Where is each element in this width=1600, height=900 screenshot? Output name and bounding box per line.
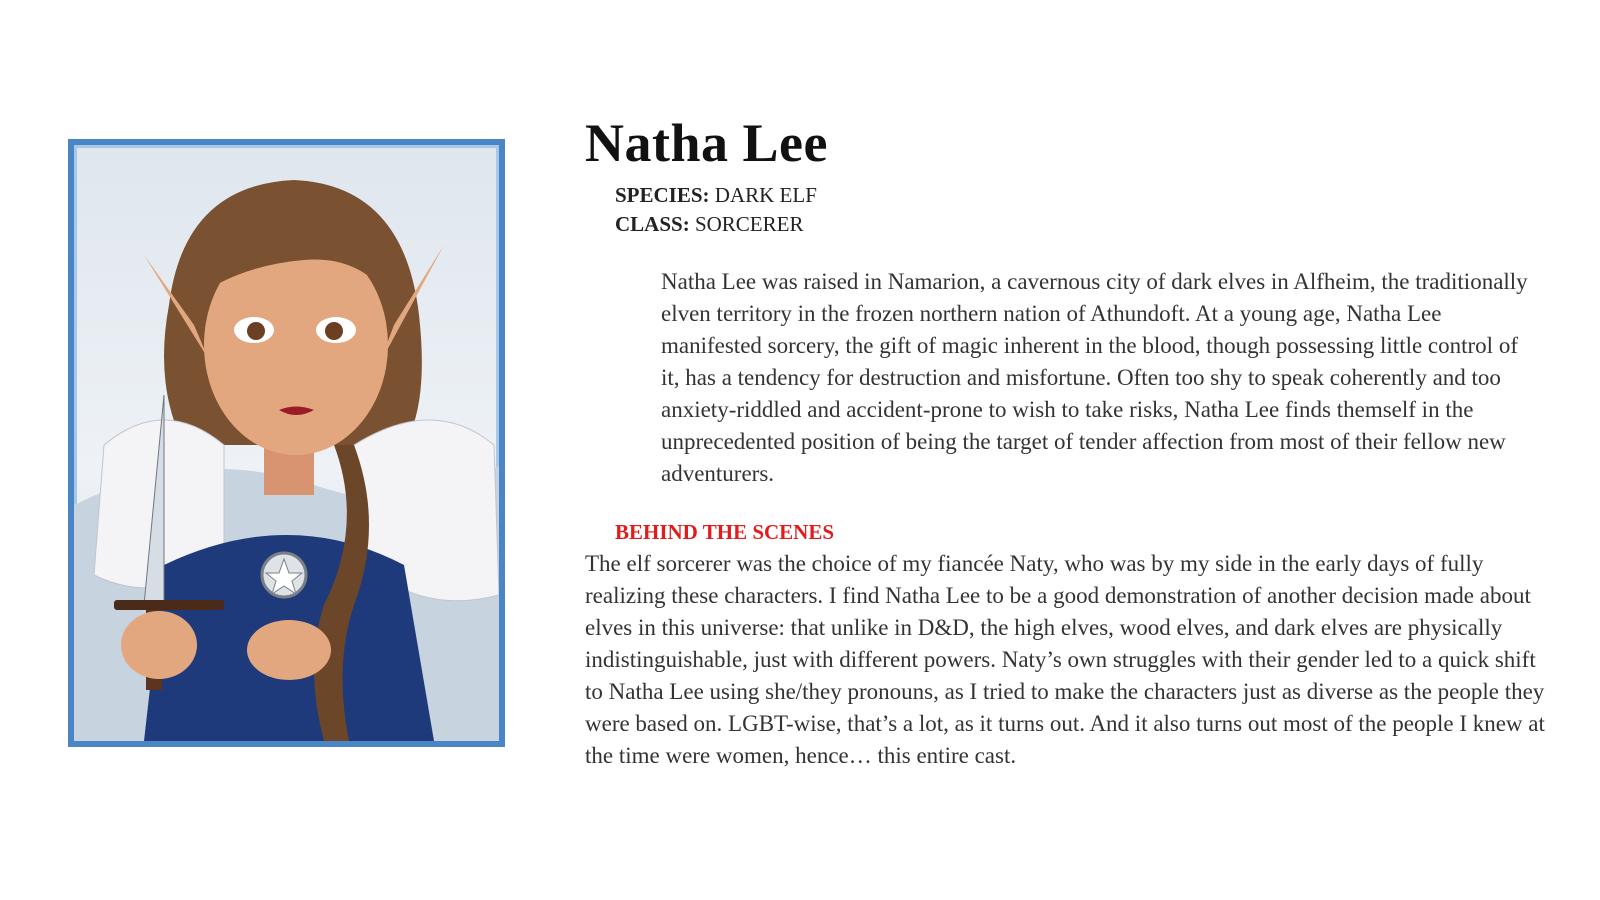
character-biography: Natha Lee was raised in Namarion, a cavernous city of dark elves in Alfheim, the traditionally elven territory in the frozen northern nation of Athundoft. At a young age, Natha Lee manifested sorcery, the gift of magic inherent in the blood, though possessing little control of it, has a tendency for destruction and misfortune. Often too shy to speak coherently and too anxiety-riddled and accident-prone to wish to take risks, Natha Lee finds themself in the unprecedented position of being the target of tender affection from most of their fellow new adventurers. bbox=[661, 269, 1528, 486]
iris-left bbox=[247, 322, 265, 340]
class-line bbox=[615, 212, 803, 237]
behind-the-scenes-heading: BEHIND THE SCENES bbox=[615, 520, 835, 544]
hand-right bbox=[247, 620, 331, 680]
character-portrait bbox=[68, 139, 505, 747]
character-name: Natha Lee bbox=[585, 113, 828, 173]
species-value: DARK ELF bbox=[714, 183, 817, 207]
class-value: SORCERER bbox=[694, 212, 804, 236]
portrait-illustration bbox=[74, 145, 499, 741]
species-line bbox=[615, 183, 817, 208]
behind-the-scenes-text: The elf sorcerer was the choice of my fiancée Naty, who was by my side in the early days of fully realizing these characters. I find Natha Lee to be a good demonstration of another decision made about elves in this universe: that unlike in D&D, the high elves, wood elves, and dark elves are physically indistinguishable, just with different powers. Naty’s own struggles with their gender led to a quick shift to Natha Lee using she/they pronouns, as I tried to make the characters just as diverse as the people they were based on. LGBT-wise, that’s a lot, as it turns out. And it also turns out most of the people I knew at the time were women, hence… this entire cast. bbox=[585, 551, 1545, 768]
iris-right bbox=[325, 322, 343, 340]
species-label: SPECIES: bbox=[615, 183, 710, 207]
hand-left bbox=[121, 611, 197, 679]
class-label: CLASS: bbox=[615, 212, 690, 236]
dagger-guard bbox=[114, 600, 224, 610]
